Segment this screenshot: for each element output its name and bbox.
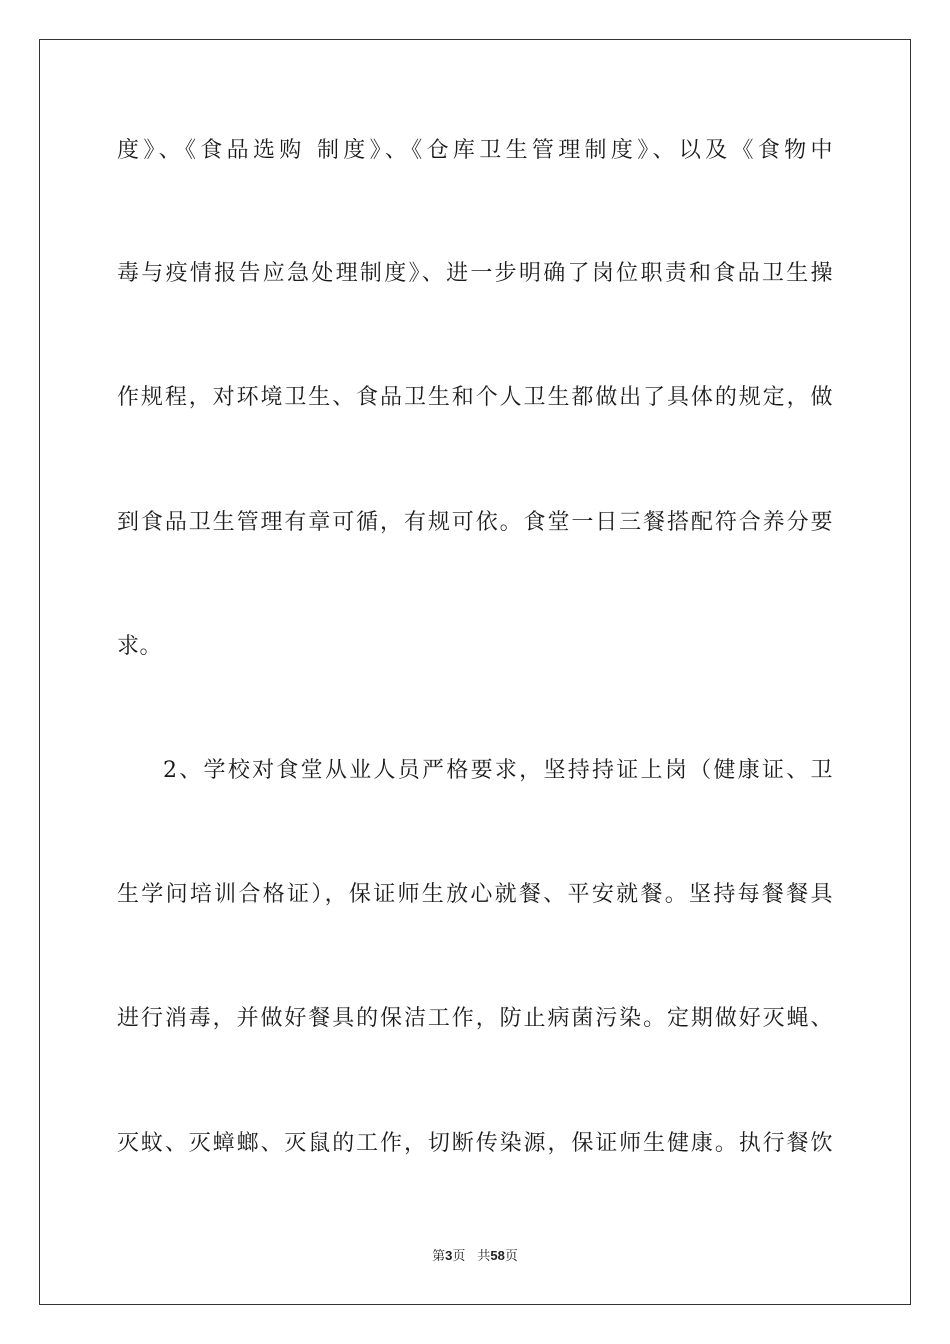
paragraph-1-line-1: 度》、《食品选购 制度》、《仓库卫生管理制度》、以及《食物中 bbox=[117, 138, 833, 163]
paragraph-1-line-3: 作规程，对环境卫生、食品卫生和个人卫生都做出了具体的规定，做 bbox=[117, 385, 833, 410]
paragraph-1-line-5: 求。 bbox=[117, 634, 163, 659]
paragraph-2-line-4: 灭蚊、灭蟑螂、灭鼠的工作，切断传染源，保证师生健康。执行餐饮 bbox=[117, 1131, 833, 1156]
paragraph-1-line-4: 到食品卫生管理有章可循，有规可依。食堂一日三餐搭配符合养分要 bbox=[117, 510, 833, 535]
paragraph-1-line-2: 毒与疫情报告应急处理制度》、进一步明确了岗位职责和食品卫生操 bbox=[117, 261, 833, 286]
paragraph-2-line-3: 进行消毒，并做好餐具的保洁工作，防止病菌污染。定期做好灭蝇、 bbox=[117, 1006, 833, 1031]
page-border bbox=[39, 39, 911, 1305]
total-pages: 58 bbox=[490, 1248, 505, 1263]
total-suffix: 页 bbox=[504, 1249, 518, 1264]
paragraph-2-line-1: 2、学校对食堂从业人员严格要求，坚持持证上岗（健康证、卫 bbox=[163, 758, 833, 783]
total-prefix: 共 bbox=[477, 1249, 491, 1264]
page-footer bbox=[0, 1247, 950, 1266]
paragraph-2-line-2: 生学问培训合格证），保证师生放心就餐、平安就餐。坚持每餐餐具 bbox=[117, 882, 833, 907]
page-prefix: 第 bbox=[432, 1249, 446, 1264]
page-number: 3 bbox=[445, 1248, 453, 1263]
page-suffix: 页 bbox=[452, 1249, 466, 1264]
